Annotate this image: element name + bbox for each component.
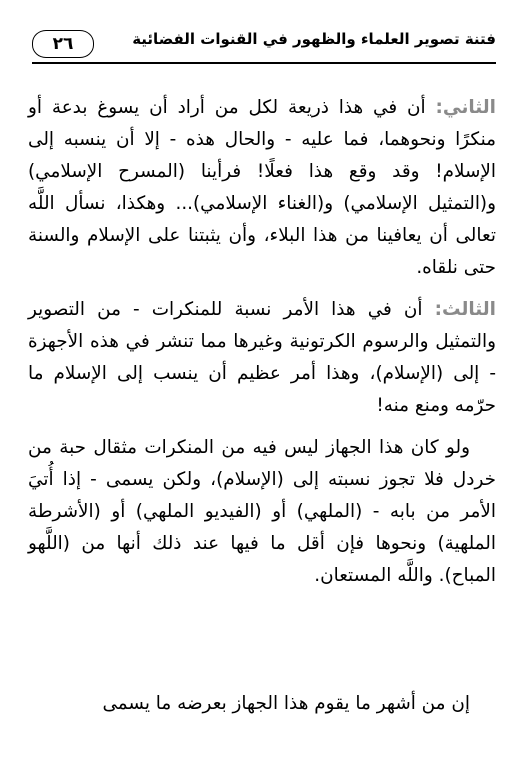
paragraph-device-naming: [28, 432, 496, 592]
paragraph-label: الثاني:: [435, 97, 496, 118]
page-header: [32, 26, 496, 66]
paragraph-third-point: [28, 294, 496, 422]
paragraph-text: ولو كان هذا الجهاز ليس فيه من المنكرات مثقال حبة من خردل فلا تجوز نسبته إلى (الإسلام)، ولكن يسمى - إذا أُتيَ الأمر من بابه - (الملهي) أو (الفيديو الملهي) أو (الأشرطة الملهية) ونحوها فإن أقل ما فيها عند ذلك أنها من (اللَّهو المباح). واللَّه المستعان.: [28, 437, 496, 586]
paragraph-text: أن في هذا الأمر نسبة للمنكرات - من التصوير والتمثيل والرسوم الكرتونية وغيرها مما تنشر في هذه الأجهزة - إلى (الإسلام)، وهذا أمر عظيم أن ينسب إلى الإسلام ما حرّمه ومنع منه!: [28, 299, 496, 416]
body-text: [28, 92, 496, 602]
header-divider: [32, 62, 496, 64]
paragraph-text: أن في هذا ذريعة لكل من أراد أن يسوغ بدعة أو منكرًا ونحوهما، فما عليه - والحال هذه - إلا أن ينسبه إلى الإسلام! وقد وقع هذا فعلًا! فرأينا (المسرح الإسلامي) و(التمثيل الإسلامي) و(الغناء الإسلامي)... وهكذا، نسأل اللَّه تعالى أن يعافينا من هذا البلاء، وأن يثبتنا على الإسلام والسنة حتى نلقاه.: [28, 97, 496, 278]
paragraph-continued: إن من أشهر ما يقوم هذا الجهاز بعرضه ما يسمى: [102, 693, 470, 714]
running-title: فتنة تصوير العلماء والظهور في القنوات الفضائية: [132, 30, 496, 48]
paragraph-label: الثالث:: [434, 299, 496, 320]
paragraph-second-point: [28, 92, 496, 284]
page-number-badge: ٢٦: [32, 30, 94, 58]
